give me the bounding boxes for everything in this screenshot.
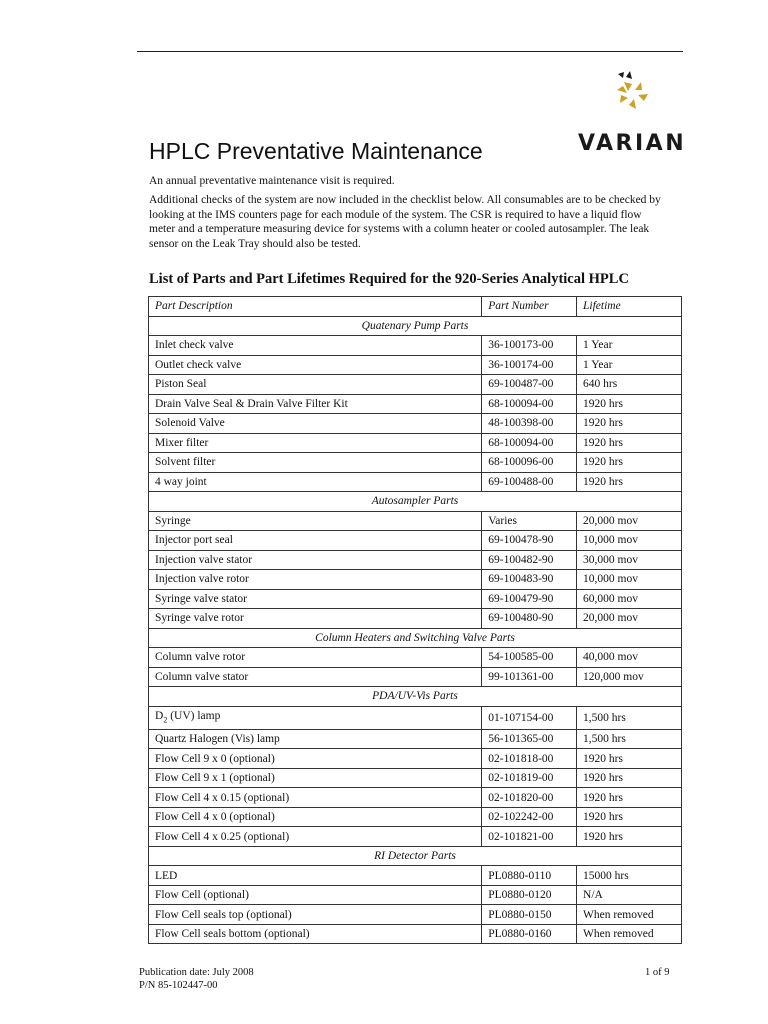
section-heading: PDA/UV-Vis Parts — [149, 687, 682, 707]
table-row — [149, 394, 682, 414]
lifetime-cell: 640 hrs — [577, 375, 682, 395]
part-number-cell: 02-101818-00 — [482, 749, 577, 769]
part-number-cell: 68-100096-00 — [482, 453, 577, 473]
part-description-cell: Flow Cell 9 x 0 (optional) — [149, 749, 482, 769]
part-description-cell: Flow Cell 4 x 0.25 (optional) — [149, 827, 482, 847]
part-description-cell: Injection valve stator — [149, 550, 482, 570]
lifetime-cell: 1920 hrs — [577, 807, 682, 827]
part-description-cell: Flow Cell seals top (optional) — [149, 905, 482, 925]
part-description-cell: Column valve stator — [149, 667, 482, 687]
lifetime-cell: N/A — [577, 885, 682, 905]
section-heading: RI Detector Parts — [149, 846, 682, 866]
table-row — [149, 609, 682, 629]
lifetime-cell: 10,000 mov — [577, 570, 682, 590]
lifetime-cell: 1920 hrs — [577, 749, 682, 769]
part-number-cell: 68-100094-00 — [482, 433, 577, 453]
part-number-cell: PL0880-0150 — [482, 905, 577, 925]
table-row — [149, 648, 682, 668]
part-number-cell: 01-107154-00 — [482, 706, 577, 729]
part-description-cell: Syringe — [149, 511, 482, 531]
table-row — [149, 749, 682, 769]
page-title: HPLC Preventative Maintenance — [149, 138, 483, 164]
lifetime-cell: 1,500 hrs — [577, 706, 682, 729]
table-row — [149, 453, 682, 473]
part-number-cell: 48-100398-00 — [482, 414, 577, 434]
document-part-number: P/N 85-102447-00 — [139, 980, 218, 991]
lifetime-cell: 60,000 mov — [577, 589, 682, 609]
table-row — [149, 355, 682, 375]
part-description-cell: $D_2$ (UV) lamp — [149, 706, 482, 729]
table-header-row — [149, 297, 682, 317]
part-description-cell: Outlet check valve — [149, 355, 482, 375]
part-number-cell: 69-100480-90 — [482, 609, 577, 629]
intro-line: An annual preventative maintenance visit is required. — [149, 175, 395, 187]
part-number-cell: 68-100094-00 — [482, 394, 577, 414]
lifetime-cell: 30,000 mov — [577, 550, 682, 570]
part-number-cell: 02-101821-00 — [482, 827, 577, 847]
lifetime-cell: 1920 hrs — [577, 768, 682, 788]
part-number-cell: 02-101819-00 — [482, 768, 577, 788]
part-number-cell: 02-101820-00 — [482, 788, 577, 808]
table-row — [149, 511, 682, 531]
part-description-cell: Solvent filter — [149, 453, 482, 473]
lifetime-cell: 1920 hrs — [577, 453, 682, 473]
table-row — [149, 827, 682, 847]
table-row — [149, 531, 682, 551]
varian-starburst-icon — [608, 68, 658, 120]
part-number-cell: 56-101365-00 — [482, 729, 577, 749]
lifetime-cell: When removed — [577, 905, 682, 925]
lifetime-cell: 1920 hrs — [577, 827, 682, 847]
section-row — [149, 628, 682, 648]
table-row — [149, 905, 682, 925]
part-number-cell: 02-102242-00 — [482, 807, 577, 827]
parts-table-body — [149, 316, 682, 944]
part-number-cell: 69-100479-90 — [482, 589, 577, 609]
part-description-cell: Syringe valve rotor — [149, 609, 482, 629]
header-part-description: Part Description — [149, 297, 482, 317]
table-row — [149, 729, 682, 749]
part-description-cell: Flow Cell (optional) — [149, 885, 482, 905]
part-description-cell: 4 way joint — [149, 472, 482, 492]
table-row — [149, 433, 682, 453]
part-number-cell: 69-100478-90 — [482, 531, 577, 551]
lifetime-cell: 1,500 hrs — [577, 729, 682, 749]
part-number-cell: 36-100173-00 — [482, 336, 577, 356]
table-row — [149, 706, 682, 729]
lifetime-cell: 10,000 mov — [577, 531, 682, 551]
part-description-cell: Quartz Halogen (Vis) lamp — [149, 729, 482, 749]
header-part-number: Part Number — [482, 297, 577, 317]
intro-paragraph: Additional checks of the system are now included in the checklist below. All consumables are to be checked by looking at the IMS counters page for each module of the system. The CSR is required to have a liquid flow meter and a temperature measuring device for systems with a column heater or cooled autosampler. The leak sensor on the Leak Tray should also be tested. — [149, 194, 661, 250]
part-description-cell: Column valve rotor — [149, 648, 482, 668]
table-title: List of Parts and Part Lifetimes Required for the 920-Series Analytical HPLC — [149, 271, 629, 287]
table-row — [149, 807, 682, 827]
lifetime-cell: 20,000 mov — [577, 511, 682, 531]
publication-date: Publication date: July 2008 — [139, 967, 254, 978]
part-description-cell: Flow Cell 9 x 1 (optional) — [149, 768, 482, 788]
table-row — [149, 885, 682, 905]
table-row — [149, 414, 682, 434]
part-description-cell: Injection valve rotor — [149, 570, 482, 590]
lifetime-cell: 1 Year — [577, 336, 682, 356]
lifetime-cell: 1920 hrs — [577, 414, 682, 434]
section-row — [149, 846, 682, 866]
part-description-cell: Injector port seal — [149, 531, 482, 551]
part-description-cell: Syringe valve stator — [149, 589, 482, 609]
part-description-cell: Piston Seal — [149, 375, 482, 395]
lifetime-cell: 1920 hrs — [577, 394, 682, 414]
part-description-cell: LED — [149, 866, 482, 886]
lifetime-cell: 1920 hrs — [577, 433, 682, 453]
lifetime-cell: When removed — [577, 924, 682, 944]
part-description-cell: Flow Cell 4 x 0.15 (optional) — [149, 788, 482, 808]
part-number-cell: 69-100483-90 — [482, 570, 577, 590]
part-number-cell: PL0880-0120 — [482, 885, 577, 905]
part-number-cell: 36-100174-00 — [482, 355, 577, 375]
table-row — [149, 375, 682, 395]
lifetime-cell: 40,000 mov — [577, 648, 682, 668]
table-row — [149, 924, 682, 944]
part-description-cell: Mixer filter — [149, 433, 482, 453]
lifetime-cell: 20,000 mov — [577, 609, 682, 629]
section-heading: Autosampler Parts — [149, 492, 682, 512]
lifetime-cell: 15000 hrs — [577, 866, 682, 886]
part-number-cell: Varies — [482, 511, 577, 531]
table-row — [149, 866, 682, 886]
table-row — [149, 589, 682, 609]
table-row — [149, 768, 682, 788]
section-row — [149, 492, 682, 512]
section-row — [149, 316, 682, 336]
lifetime-cell: 1920 hrs — [577, 472, 682, 492]
top-rule — [137, 51, 683, 52]
part-description-cell: Flow Cell seals bottom (optional) — [149, 924, 482, 944]
lifetime-cell: 1 Year — [577, 355, 682, 375]
part-number-cell: 69-100487-00 — [482, 375, 577, 395]
table-row — [149, 788, 682, 808]
header-lifetime: Lifetime — [577, 297, 682, 317]
part-number-cell: 69-100482-90 — [482, 550, 577, 570]
part-number-cell: PL0880-0110 — [482, 866, 577, 886]
varian-logo — [578, 68, 688, 160]
table-row — [149, 570, 682, 590]
part-number-cell: 54-100585-00 — [482, 648, 577, 668]
part-number-cell: 99-101361-00 — [482, 667, 577, 687]
table-row — [149, 472, 682, 492]
logo-wordmark: VARIAN — [578, 131, 687, 156]
lifetime-cell: 1920 hrs — [577, 788, 682, 808]
part-description-cell: Flow Cell 4 x 0 (optional) — [149, 807, 482, 827]
table-row — [149, 336, 682, 356]
part-description-cell: Inlet check valve — [149, 336, 482, 356]
page-number: 1 of 9 — [645, 967, 670, 978]
parts-table — [148, 296, 682, 944]
lifetime-cell: 120,000 mov — [577, 667, 682, 687]
section-heading: Column Heaters and Switching Valve Parts — [149, 628, 682, 648]
table-row — [149, 667, 682, 687]
part-number-cell: PL0880-0160 — [482, 924, 577, 944]
part-number-cell: 69-100488-00 — [482, 472, 577, 492]
section-row — [149, 687, 682, 707]
part-description-cell: Solenoid Valve — [149, 414, 482, 434]
section-heading: Quatenary Pump Parts — [149, 316, 682, 336]
part-description-cell: Drain Valve Seal & Drain Valve Filter Kit — [149, 394, 482, 414]
table-row — [149, 550, 682, 570]
